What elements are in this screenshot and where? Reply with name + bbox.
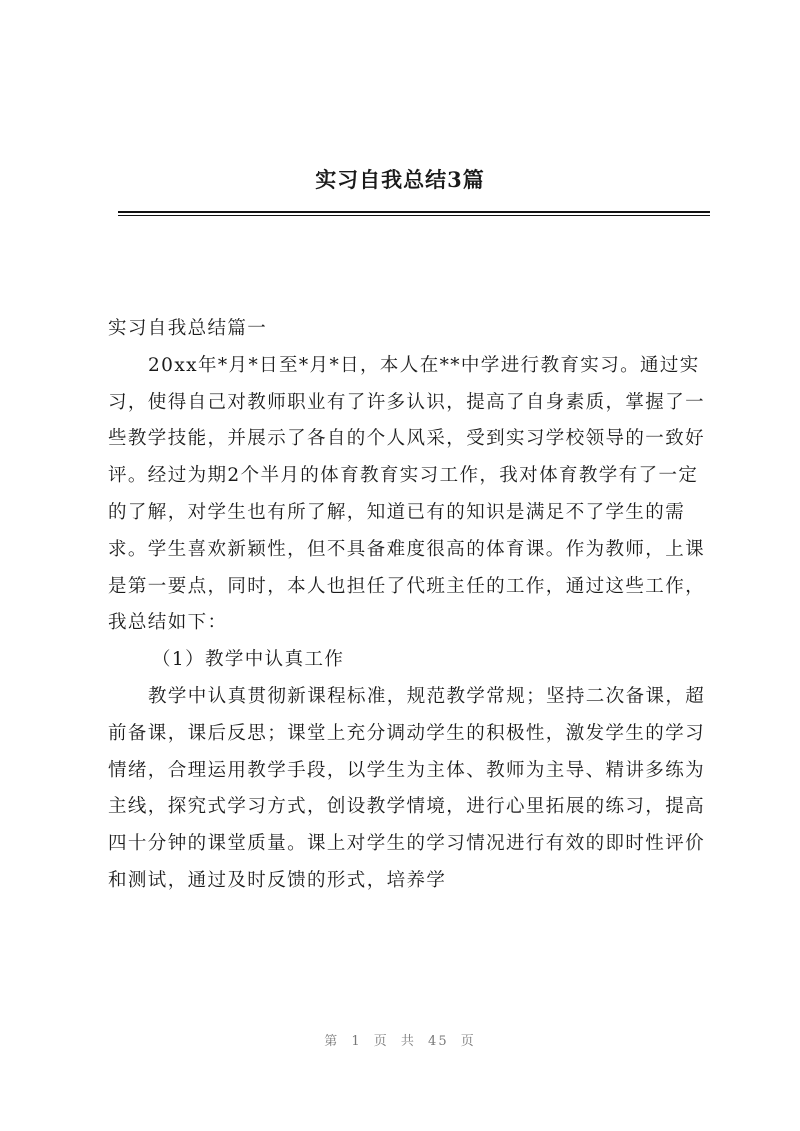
title-divider-thin (118, 215, 710, 216)
paragraph-intro: 20xx年*月*日至*月*日，本人在**中学进行教育实习。通过实习，使得自己对教师职业有了许多认识，提高了自身素质，掌握了一些教学技能，并展示了各自的个人风采，受到实习学校领导的一致好评。经过为期2个半月的体育教育实习工作，我对体育教学有了一定的了解，对学生也有所了解，知道已有的知识是满足不了学生的需求。学生喜欢新颖性，但不具备难度很高的体育课。作为教师，上课是第一要点，同时，本人也担任了代班主任的工作，通过这些工作，我总结如下： (108, 354, 706, 634)
document-title: 实习自我总结3篇 (315, 167, 485, 192)
title-divider (118, 211, 710, 213)
page-footer: 第 1 页 共 45 页 (324, 1034, 476, 1049)
paragraph-teaching: 教学中认真贯彻新课程标准，规范教学常规；坚持二次备课，超前备课，课后反思；课堂上充分调动学生的积极性，激发学生的学习情绪，合理运用教学手段，以学生为主体、教师为主导、精讲多练为主线，探究式学习方式，创设教学情境，进行心里拓展的练习，提高四十分钟的课堂质量。课上对学生的学习情况进行有效的即时性评价和测试，通过及时反馈的形式，培养学 (108, 685, 706, 891)
document-body (108, 311, 714, 900)
subheading-teaching: （1）教学中认真工作 (152, 649, 345, 671)
section-heading: 实习自我总结篇一 (108, 318, 268, 339)
